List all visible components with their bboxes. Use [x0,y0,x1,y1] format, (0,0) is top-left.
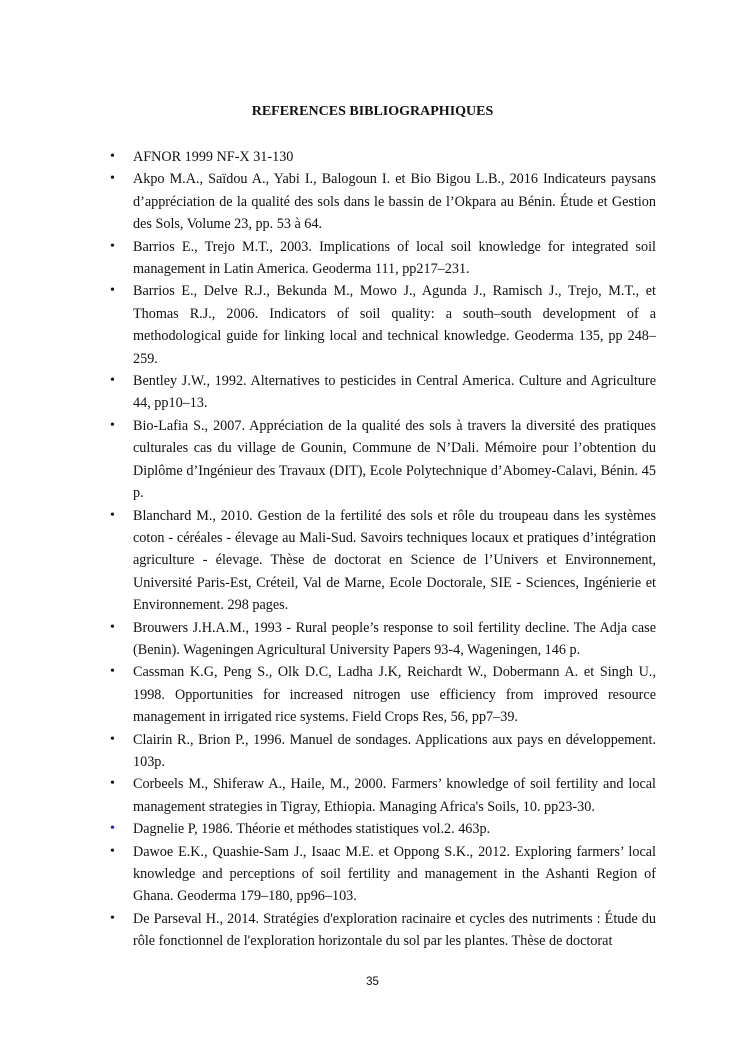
reference-item [0,818,745,840]
bullet-icon: • [110,507,115,523]
reference-text: Dagnelie P, 1986. Théorie et méthodes statistiques vol.2. 463p. [133,821,491,838]
page-title: REFERENCES BIBLIOGRAPHIQUES [251,104,494,119]
bullet-icon: • [110,776,115,792]
bullet-icon: • [110,238,115,254]
bullet-icon: • [110,417,115,433]
reference-text: Blanchard M., 2010. Gestion de la fertilité des sols et rôle du troupeau dans les systèmes coton - céréales - élevage au Mali-Sud. Savoirs techniques locaux et pratiques d’intégration agriculture - élevage. Thèse de doctorat en Science de l’Univers et Environnement, Université Paris-Est, Créteil, Val de Marne, Ecole Doctorale, SIE - Sciences, Ingénierie et Environnement. 298 pages. [133,507,656,614]
bullet-icon: • [110,373,115,389]
reference-item [0,841,745,908]
reference-text: Clairin R., Brion P., 1996. Manuel de sondages. Applications aux pays en développement. 103p. [133,731,656,770]
bullet-icon: • [110,619,115,635]
reference-text: AFNOR 1999 NF-X 31-130 [133,149,294,165]
reference-item [0,729,745,774]
reference-item [0,908,745,953]
bullet-icon: • [110,731,115,747]
reference-text: Barrios E., Delve R.J., Bekunda M., Mowo J., Agunda J., Ramisch J., Trejo, M.T., et Thomas R.J., 2006. Indicators of soil quality: a south–south development of a methodological guide for linking local and technical knowledge. Geoderma 135, pp 248–259. [133,283,656,367]
reference-item [0,280,745,370]
reference-item [0,773,745,818]
reference-item [0,168,745,235]
reference-item [0,617,745,662]
bullet-icon: • [110,664,115,680]
bullet-icon: • [110,910,115,926]
reference-text: De Parseval H., 2014. Stratégies d'exploration racinaire et cycles des nutriments : Étude du rôle fonctionnel de l'exploration horizontale du sol par les plantes. Thèse de doctorat [133,910,656,950]
reference-item [0,236,745,281]
reference-text: Corbeels M., Shiferaw A., Haile, M., 2000. Farmers’ knowledge of soil fertility and local management strategies in Tigray, Ethiopia. Managing Africa's Soils, 10. pp23-30. [133,776,656,815]
reference-item [0,661,745,728]
bullet-icon: • [110,149,115,164]
reference-text: Brouwers J.H.A.M., 1993 - Rural people’s response to soil fertility decline. The Adja case (Benin). Wageningen Agricultural University Papers 93-4, Wageningen, 146 p. [133,619,656,658]
reference-item [0,505,745,617]
reference-list [0,146,745,953]
reference-text: Akpo M.A., Saïdou A., Yabi I., Balogoun I. et Bio Bigou L.B., 2016 Indicateurs paysans d’appréciation de la qualité des sols dans le bassin de l’Okpara au Bénin. Étude et Gestion des Sols, Volume 23, pp. 53 à 64. [133,171,656,233]
reference-item [0,415,745,505]
reference-text: Cassman K.G, Peng S., Olk D.C, Ladha J.K, Reichardt W., Dobermann A. et Singh U., 1998. Opportunities for increased nitrogen use efficiency from improved resource management in irrigated rice systems. Field Crops Res, 56, pp7–39. [133,664,656,726]
reference-text: Bio-Lafia S., 2007. Appréciation de la qualité des sols à travers la diversité des pratiques culturales cas du village de Gounin, Commune de N’Dali. Mémoire pour l’obtention du Diplôme d’Ingénieur des Travaux (DIT), Ecole Polytechnique d’Abomey-Calavi, Bénin. 45 p. [133,417,656,502]
bullet-icon: • [110,843,115,859]
bullet-icon: • [110,283,115,299]
reference-text: Dawoe E.K., Quashie-Sam J., Isaac M.E. et Oppong S.K., 2012. Exploring farmers’ local knowledge and perceptions of soil fertility and management in the Ashanti Region of Ghana. Geoderma 179–180, pp96–103. [133,843,656,905]
bullet-icon: • [110,171,115,187]
reference-text: Bentley J.W., 1992. Alternatives to pesticides in Central America. Culture and Agriculture 44, pp10–13. [133,373,656,412]
page-number: 35 [366,976,379,988]
reference-item [0,146,745,168]
bullet-icon: • [110,821,115,837]
reference-item [0,370,745,415]
reference-text: Barrios E., Trejo M.T., 2003. Implications of local soil knowledge for integrated soil management in Latin America. Geoderma 111, pp217–231. [133,238,656,278]
